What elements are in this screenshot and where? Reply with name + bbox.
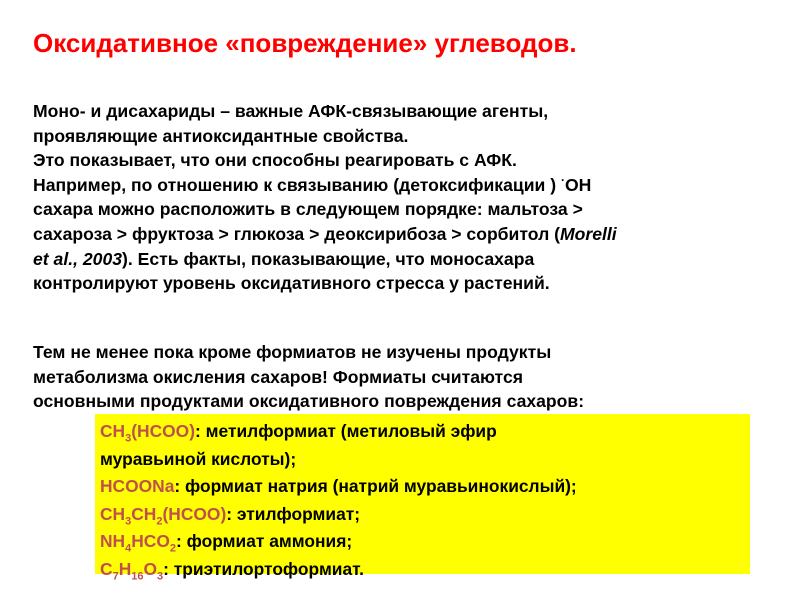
text-line: Это показывает, что они способны реагировать с АФК.	[33, 150, 517, 171]
text-line	[33, 173, 773, 198]
formate-description: : метилформиат (метиловый эфир	[195, 421, 497, 441]
citation-year: et al., 2003	[33, 248, 123, 269]
text-fragment: ). Есть факты, показывающие, что моносахара	[122, 248, 535, 269]
text-line: Тем не менее пока кроме формиатов не изучены продукты	[33, 342, 552, 362]
hydroxyl-formula: ОН	[564, 174, 592, 195]
formate-description: : триэтилортоформиат.	[163, 558, 364, 579]
formate-item-sodium	[100, 473, 750, 501]
text-line: метаболизма окисления сахаров! Формиаты считаются	[33, 366, 523, 387]
text-fragment: сахароза > фруктоза > глюкоза > деоксирибоза > сорбитол (	[33, 223, 560, 244]
intro-paragraph	[33, 99, 773, 296]
text-line: контролируют уровень оксидативного стресса у растений.	[33, 273, 550, 294]
slide-title: Оксидативное «повреждение» углеводов.	[33, 28, 577, 58]
formate-item-ethyl	[100, 501, 750, 529]
text-line	[33, 222, 773, 247]
formate-item-triethyl-orthoformate	[100, 556, 750, 584]
formates-paragraph	[33, 340, 773, 414]
formate-item-ammonium	[100, 528, 750, 556]
formate-item-methyl	[100, 418, 750, 446]
formate-description: : формиат натрия (натрий муравьинокислый);	[174, 476, 577, 497]
text-line: проявляющие антиоксидантные свойства.	[33, 125, 409, 146]
chemical-formula: $CH_3CH_2(HCOO)$	[100, 503, 227, 528]
text-fragment: Например, по отношению к связыванию (детоксификации )	[33, 174, 561, 195]
citation-author: Morelli	[560, 223, 617, 244]
formate-item-methyl-cont: муравьиной кислоты);	[100, 448, 297, 469]
radical-dot: ·	[560, 172, 565, 187]
formate-description: : этилформиат;	[226, 503, 361, 524]
text-line	[33, 247, 773, 272]
text-line: Моно- и дисахариды – важные АФК-связывающие агенты,	[33, 101, 549, 121]
text-line: основными продуктами оксидативного повреждения сахаров:	[33, 391, 585, 412]
chemical-formula: $C_7H_{16}O_3$	[100, 558, 164, 583]
text-line: сахара можно расположить в следующем порядке: мальтоза >	[33, 199, 583, 220]
chemical-formula: HCOONa	[100, 476, 175, 497]
chemical-formula: $NH_4HCO_2$	[100, 531, 177, 555]
formates-highlight-box	[95, 414, 750, 583]
formate-description: : формиат аммония;	[176, 531, 353, 552]
chemical-formula: $CH_3(HCOO)$	[100, 421, 196, 445]
